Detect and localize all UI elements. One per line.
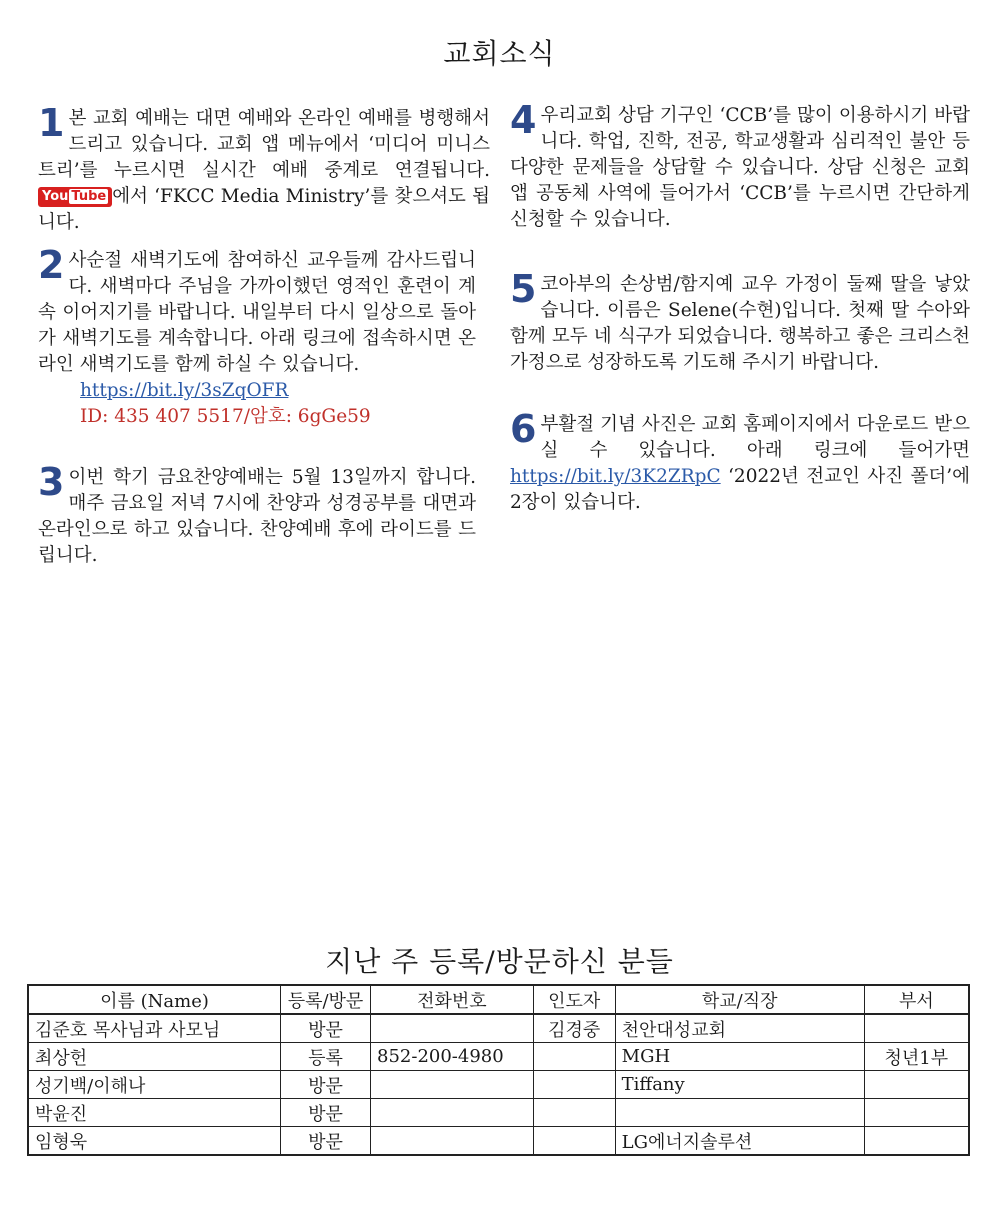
item-text: 사순절 새벽기도에 참여하신 교우들께 감사드립니다. 새벽마다 주님을 가까이했던 영적인 훈련이 계속 이어지기를 바랍니다. 내일부터 다시 일상으로 돌아가 새벽기도를 계속합니다. 아래 링크에 접속하시면 온라인 새벽기도를 함께 하실 수 있습니다. bbox=[38, 250, 476, 375]
item-number: 4 bbox=[510, 98, 537, 142]
item-number: 2 bbox=[38, 243, 65, 287]
zoom-id-line: ID: 435 407 5517/암호: 6gGe59 bbox=[80, 406, 371, 427]
news-item-3 bbox=[38, 460, 476, 569]
header-guide: 인도자 bbox=[533, 985, 615, 1014]
cell-school: LG에너지솔루션 bbox=[615, 1127, 864, 1156]
photo-link[interactable]: https://bit.ly/3K2ZRpC bbox=[510, 466, 721, 487]
item-text: 우리교회 상담 기구인 ‘CCB’를 많이 이용하시기 바랍니다. 학업, 진학, 전공, 학교생활과 심리적인 불안 등 다양한 문제들을 상담할 수 있습니다. 상담 신청은 교회 앱 공동체 사역에 들어가서 ‘CCB’를 누르시면 간단하게 신청할 수 있습니다. bbox=[510, 105, 970, 230]
visitors-table bbox=[27, 984, 970, 1156]
item-text: 부활절 기념 사진은 교회 홈페이지에서 다운로드 받으실 수 있습니다. 아래 링크에 들어가면 bbox=[540, 414, 970, 461]
header-dept: 부서 bbox=[864, 985, 969, 1014]
cell-guide bbox=[533, 1071, 615, 1099]
cell-name: 임형욱 bbox=[28, 1127, 281, 1156]
cell-phone: 852-200-4980 bbox=[371, 1043, 534, 1071]
cell-school: Tiffany bbox=[615, 1071, 864, 1099]
page-title: 교회소식 bbox=[443, 37, 556, 70]
cell-school bbox=[615, 1099, 864, 1127]
item-text: ‘2022년 전교인 사진 폴더’에 2장이 있습니다. bbox=[510, 466, 970, 513]
cell-dept bbox=[864, 1014, 969, 1043]
cell-status: 방문 bbox=[281, 1127, 371, 1156]
cell-status: 방문 bbox=[281, 1014, 371, 1043]
cell-status: 방문 bbox=[281, 1071, 371, 1099]
item-number: 3 bbox=[38, 460, 65, 504]
news-item-6 bbox=[510, 407, 970, 516]
cell-guide bbox=[533, 1099, 615, 1127]
cell-guide: 김경중 bbox=[533, 1014, 615, 1043]
cell-name: 박윤진 bbox=[28, 1099, 281, 1127]
item-number: 6 bbox=[510, 407, 537, 451]
cell-phone bbox=[371, 1071, 534, 1099]
table-row bbox=[28, 1014, 969, 1043]
table-header-row bbox=[28, 985, 969, 1014]
header-name: 이름 (Name) bbox=[28, 985, 281, 1014]
cell-name: 김준호 목사님과 사모님 bbox=[28, 1014, 281, 1043]
cell-school: MGH bbox=[615, 1043, 864, 1071]
item-text: 본 교회 예배는 대면 예배와 온라인 예배를 병행해서 드리고 있습니다. 교회 앱 메뉴에서 ‘미디어 미니스트리’를 누르시면 실시간 예배 중계로 연결됩니다. bbox=[38, 108, 490, 181]
visitors-title: 지난 주 등록/방문하신 분들 bbox=[325, 945, 674, 978]
cell-status: 등록 bbox=[281, 1043, 371, 1071]
cell-phone bbox=[371, 1127, 534, 1156]
table-row bbox=[28, 1071, 969, 1099]
cell-school: 천안대성교회 bbox=[615, 1014, 864, 1043]
cell-dept bbox=[864, 1127, 969, 1156]
header-school: 학교/직장 bbox=[615, 985, 864, 1014]
news-item-5 bbox=[510, 267, 970, 376]
cell-phone bbox=[371, 1014, 534, 1043]
news-item-1 bbox=[38, 101, 490, 236]
cell-name: 최상헌 bbox=[28, 1043, 281, 1071]
cell-name: 성기백/이해나 bbox=[28, 1071, 281, 1099]
cell-guide bbox=[533, 1043, 615, 1071]
cell-dept bbox=[864, 1071, 969, 1099]
item-text: 에서 ‘FKCC Media Ministry’를 찾으셔도 됩니다. bbox=[38, 186, 490, 233]
prayer-link[interactable]: https://bit.ly/3sZqOFR bbox=[80, 380, 289, 401]
header-status: 등록/방문 bbox=[281, 985, 371, 1014]
item-text: 이번 학기 금요찬양예배는 5월 13일까지 합니다. 매주 금요일 저녁 7시에 찬양과 성경공부를 대면과 온라인으로 하고 있습니다. 찬양예배 후에 라이드를 드립니다. bbox=[38, 467, 476, 566]
cell-dept bbox=[864, 1099, 969, 1127]
youtube-icon[interactable]: You Tube bbox=[38, 187, 112, 207]
table-row bbox=[28, 1099, 969, 1127]
table-row bbox=[28, 1043, 969, 1071]
table-row bbox=[28, 1127, 969, 1156]
news-item-4 bbox=[510, 98, 970, 233]
cell-phone bbox=[371, 1099, 534, 1127]
cell-dept: 청년1부 bbox=[864, 1043, 969, 1071]
item-text: 코아부의 손상범/함지예 교우 가정이 둘째 딸을 낳았습니다. 이름은 Selene(수현)입니다. 첫째 딸 수아와 함께 모두 네 식구가 되었습니다. 행복하고 좋은 크리스천 가정으로 성장하도록 기도해 주시기 바랍니다. bbox=[510, 274, 970, 373]
header-phone: 전화번호 bbox=[371, 985, 534, 1014]
cell-status: 방문 bbox=[281, 1099, 371, 1127]
item-number: 5 bbox=[510, 267, 537, 311]
cell-guide bbox=[533, 1127, 615, 1156]
item-number: 1 bbox=[38, 101, 65, 145]
news-item-2 bbox=[38, 243, 476, 430]
